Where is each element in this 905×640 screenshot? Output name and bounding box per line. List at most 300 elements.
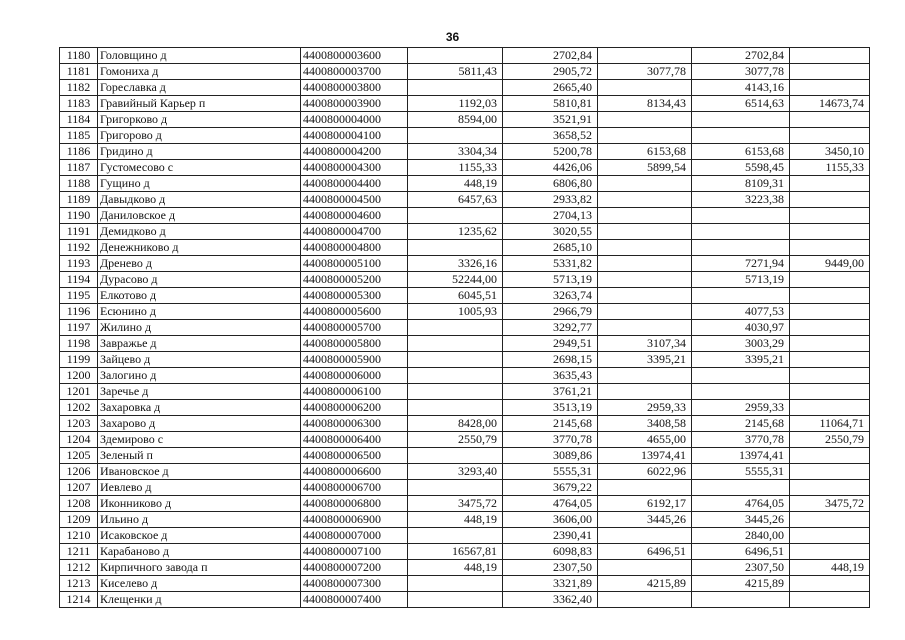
settlement-name-cell: Захарово д (98, 416, 301, 432)
code-cell: 4400800005600 (301, 304, 408, 320)
row-number-cell: 1188 (60, 176, 98, 192)
value-4-cell: 5713,19 (692, 272, 790, 288)
row-number-cell: 1193 (60, 256, 98, 272)
row-number-cell: 1214 (60, 592, 98, 608)
value-2-cell: 5713,19 (503, 272, 598, 288)
value-3-cell (598, 208, 692, 224)
settlement-name-cell: Заречье д (98, 384, 301, 400)
value-2-cell: 2702,84 (503, 48, 598, 64)
settlement-name-cell: Кирпичного завода п (98, 560, 301, 576)
value-1-cell (408, 208, 503, 224)
value-5-cell (790, 448, 870, 464)
value-3-cell (598, 560, 692, 576)
value-3-cell (598, 480, 692, 496)
value-4-cell: 8109,31 (692, 176, 790, 192)
value-3-cell (598, 224, 692, 240)
row-number-cell: 1186 (60, 144, 98, 160)
value-2-cell: 4764,05 (503, 496, 598, 512)
value-4-cell: 4215,89 (692, 576, 790, 592)
value-1-cell (408, 528, 503, 544)
table-row (60, 432, 870, 448)
value-5-cell (790, 592, 870, 608)
value-1-cell: 52244,00 (408, 272, 503, 288)
value-4-cell (692, 128, 790, 144)
value-5-cell (790, 384, 870, 400)
value-5-cell (790, 320, 870, 336)
value-3-cell: 6496,51 (598, 544, 692, 560)
table-row (60, 240, 870, 256)
value-1-cell (408, 128, 503, 144)
code-cell: 4400800004700 (301, 224, 408, 240)
value-2-cell: 5810,81 (503, 96, 598, 112)
value-1-cell: 8428,00 (408, 416, 503, 432)
row-number-cell: 1194 (60, 272, 98, 288)
value-4-cell: 3223,38 (692, 192, 790, 208)
value-5-cell: 1155,33 (790, 160, 870, 176)
value-1-cell (408, 400, 503, 416)
value-5-cell (790, 64, 870, 80)
value-3-cell (598, 384, 692, 400)
value-2-cell: 5200,78 (503, 144, 598, 160)
value-5-cell: 3475,72 (790, 496, 870, 512)
code-cell: 4400800007200 (301, 560, 408, 576)
value-3-cell (598, 528, 692, 544)
settlement-name-cell: Гущино д (98, 176, 301, 192)
row-number-cell: 1207 (60, 480, 98, 496)
table-row (60, 192, 870, 208)
table-row (60, 512, 870, 528)
table-row (60, 560, 870, 576)
value-1-cell: 448,19 (408, 512, 503, 528)
value-5-cell: 3450,10 (790, 144, 870, 160)
value-1-cell (408, 448, 503, 464)
value-3-cell (598, 128, 692, 144)
settlement-name-cell: Захаровка д (98, 400, 301, 416)
value-2-cell: 3089,86 (503, 448, 598, 464)
row-number-cell: 1196 (60, 304, 98, 320)
value-3-cell: 5899,54 (598, 160, 692, 176)
row-number-cell: 1203 (60, 416, 98, 432)
value-5-cell (790, 544, 870, 560)
value-1-cell (408, 320, 503, 336)
row-number-cell: 1205 (60, 448, 98, 464)
code-cell: 4400800006600 (301, 464, 408, 480)
value-2-cell: 2145,68 (503, 416, 598, 432)
value-3-cell (598, 256, 692, 272)
value-5-cell (790, 112, 870, 128)
value-4-cell (692, 224, 790, 240)
value-4-cell: 3445,26 (692, 512, 790, 528)
row-number-cell: 1190 (60, 208, 98, 224)
value-3-cell (598, 192, 692, 208)
value-1-cell (408, 576, 503, 592)
value-4-cell: 5555,31 (692, 464, 790, 480)
value-3-cell: 6022,96 (598, 464, 692, 480)
value-4-cell (692, 592, 790, 608)
value-1-cell: 1235,62 (408, 224, 503, 240)
table-row (60, 400, 870, 416)
value-3-cell (598, 176, 692, 192)
table-row (60, 368, 870, 384)
value-3-cell (598, 80, 692, 96)
table-row (60, 224, 870, 240)
row-number-cell: 1183 (60, 96, 98, 112)
table-row (60, 304, 870, 320)
settlement-name-cell: Давыдково д (98, 192, 301, 208)
code-cell: 4400800004200 (301, 144, 408, 160)
value-3-cell: 3077,78 (598, 64, 692, 80)
table-row (60, 336, 870, 352)
value-1-cell: 3293,40 (408, 464, 503, 480)
code-cell: 4400800004500 (301, 192, 408, 208)
value-3-cell: 3408,58 (598, 416, 692, 432)
value-2-cell: 3020,55 (503, 224, 598, 240)
value-5-cell (790, 224, 870, 240)
table-body (60, 48, 870, 608)
value-3-cell (598, 240, 692, 256)
value-2-cell: 5331,82 (503, 256, 598, 272)
settlement-name-cell: Григорково д (98, 112, 301, 128)
settlement-name-cell: Гридино д (98, 144, 301, 160)
value-2-cell: 3770,78 (503, 432, 598, 448)
value-3-cell: 6153,68 (598, 144, 692, 160)
value-5-cell (790, 176, 870, 192)
code-cell: 4400800006100 (301, 384, 408, 400)
value-5-cell (790, 192, 870, 208)
code-cell: 4400800006400 (301, 432, 408, 448)
row-number-cell: 1202 (60, 400, 98, 416)
table-row (60, 320, 870, 336)
settlement-name-cell: Даниловское д (98, 208, 301, 224)
code-cell: 4400800005900 (301, 352, 408, 368)
table-row (60, 64, 870, 80)
value-1-cell (408, 480, 503, 496)
value-1-cell: 6045,51 (408, 288, 503, 304)
code-cell: 4400800006000 (301, 368, 408, 384)
value-1-cell: 16567,81 (408, 544, 503, 560)
settlement-name-cell: Гравийный Карьер п (98, 96, 301, 112)
value-1-cell (408, 80, 503, 96)
row-number-cell: 1198 (60, 336, 98, 352)
value-1-cell (408, 352, 503, 368)
value-2-cell: 6098,83 (503, 544, 598, 560)
row-number-cell: 1199 (60, 352, 98, 368)
value-4-cell: 4077,53 (692, 304, 790, 320)
code-cell: 4400800006900 (301, 512, 408, 528)
settlement-name-cell: Жилино д (98, 320, 301, 336)
value-5-cell (790, 400, 870, 416)
value-3-cell: 2959,33 (598, 400, 692, 416)
value-3-cell: 3445,26 (598, 512, 692, 528)
table-row (60, 352, 870, 368)
table-row (60, 576, 870, 592)
value-5-cell (790, 464, 870, 480)
value-1-cell: 1155,33 (408, 160, 503, 176)
code-cell: 4400800007300 (301, 576, 408, 592)
value-4-cell: 3395,21 (692, 352, 790, 368)
value-2-cell: 5555,31 (503, 464, 598, 480)
value-4-cell (692, 288, 790, 304)
value-3-cell (598, 592, 692, 608)
table-row (60, 464, 870, 480)
value-1-cell (408, 368, 503, 384)
value-4-cell: 2959,33 (692, 400, 790, 416)
value-1-cell: 2550,79 (408, 432, 503, 448)
code-cell: 4400800003700 (301, 64, 408, 80)
value-5-cell: 11064,71 (790, 416, 870, 432)
table-row (60, 416, 870, 432)
value-1-cell (408, 592, 503, 608)
value-1-cell: 448,19 (408, 176, 503, 192)
table-row (60, 256, 870, 272)
value-4-cell: 13974,41 (692, 448, 790, 464)
value-4-cell (692, 112, 790, 128)
row-number-cell: 1209 (60, 512, 98, 528)
code-cell: 4400800006300 (301, 416, 408, 432)
value-4-cell: 2702,84 (692, 48, 790, 64)
value-2-cell: 2390,41 (503, 528, 598, 544)
row-number-cell: 1187 (60, 160, 98, 176)
value-4-cell: 6496,51 (692, 544, 790, 560)
settlement-name-cell: Ильино д (98, 512, 301, 528)
value-2-cell: 3679,22 (503, 480, 598, 496)
value-1-cell: 6457,63 (408, 192, 503, 208)
value-5-cell: 448,19 (790, 560, 870, 576)
value-2-cell: 3521,91 (503, 112, 598, 128)
code-cell: 4400800006200 (301, 400, 408, 416)
value-5-cell (790, 368, 870, 384)
table-row (60, 208, 870, 224)
settlement-name-cell: Гореславка д (98, 80, 301, 96)
value-3-cell: 13974,41 (598, 448, 692, 464)
row-number-cell: 1201 (60, 384, 98, 400)
value-5-cell (790, 48, 870, 64)
value-2-cell: 3321,89 (503, 576, 598, 592)
value-4-cell: 6514,63 (692, 96, 790, 112)
value-5-cell (790, 304, 870, 320)
value-3-cell: 6192,17 (598, 496, 692, 512)
value-5-cell (790, 80, 870, 96)
table-row (60, 384, 870, 400)
value-2-cell: 2665,40 (503, 80, 598, 96)
value-5-cell (790, 208, 870, 224)
value-3-cell: 3395,21 (598, 352, 692, 368)
table-row (60, 128, 870, 144)
value-4-cell: 2840,00 (692, 528, 790, 544)
value-1-cell (408, 384, 503, 400)
settlement-name-cell: Клещенки д (98, 592, 301, 608)
value-3-cell: 4655,00 (598, 432, 692, 448)
code-cell: 4400800003600 (301, 48, 408, 64)
row-number-cell: 1210 (60, 528, 98, 544)
value-5-cell: 2550,79 (790, 432, 870, 448)
settlement-name-cell: Иевлево д (98, 480, 301, 496)
value-4-cell: 3003,29 (692, 336, 790, 352)
code-cell: 4400800006800 (301, 496, 408, 512)
value-3-cell (598, 288, 692, 304)
row-number-cell: 1197 (60, 320, 98, 336)
settlement-name-cell: Здемирово с (98, 432, 301, 448)
value-4-cell (692, 240, 790, 256)
value-2-cell: 3513,19 (503, 400, 598, 416)
table-row (60, 272, 870, 288)
value-1-cell (408, 336, 503, 352)
row-number-cell: 1204 (60, 432, 98, 448)
value-1-cell: 8594,00 (408, 112, 503, 128)
settlement-name-cell: Денежниково д (98, 240, 301, 256)
value-3-cell (598, 272, 692, 288)
table-row (60, 80, 870, 96)
settlement-name-cell: Демидково д (98, 224, 301, 240)
settlement-name-cell: Иконниково д (98, 496, 301, 512)
code-cell: 4400800005800 (301, 336, 408, 352)
settlement-name-cell: Гомониха д (98, 64, 301, 80)
value-1-cell (408, 48, 503, 64)
value-3-cell (598, 48, 692, 64)
row-number-cell: 1206 (60, 464, 98, 480)
table-row (60, 528, 870, 544)
table-row (60, 288, 870, 304)
table-row (60, 96, 870, 112)
settlement-name-cell: Григорово д (98, 128, 301, 144)
value-2-cell: 3263,74 (503, 288, 598, 304)
table-row (60, 480, 870, 496)
value-5-cell (790, 576, 870, 592)
code-cell: 4400800007000 (301, 528, 408, 544)
row-number-cell: 1181 (60, 64, 98, 80)
settlement-name-cell: Есюнино д (98, 304, 301, 320)
table-row (60, 112, 870, 128)
row-number-cell: 1184 (60, 112, 98, 128)
value-4-cell: 6153,68 (692, 144, 790, 160)
settlement-name-cell: Завражье д (98, 336, 301, 352)
value-4-cell: 5598,45 (692, 160, 790, 176)
value-1-cell: 3304,34 (408, 144, 503, 160)
value-4-cell (692, 384, 790, 400)
value-3-cell (598, 112, 692, 128)
row-number-cell: 1208 (60, 496, 98, 512)
code-cell: 4400800004300 (301, 160, 408, 176)
settlement-name-cell: Исаковское д (98, 528, 301, 544)
row-number-cell: 1185 (60, 128, 98, 144)
value-1-cell (408, 240, 503, 256)
code-cell: 4400800004800 (301, 240, 408, 256)
page-number: 36 (445, 30, 460, 44)
value-3-cell: 3107,34 (598, 336, 692, 352)
value-3-cell: 8134,43 (598, 96, 692, 112)
value-2-cell: 2905,72 (503, 64, 598, 80)
code-cell: 4400800004100 (301, 128, 408, 144)
value-3-cell (598, 320, 692, 336)
row-number-cell: 1192 (60, 240, 98, 256)
row-number-cell: 1191 (60, 224, 98, 240)
value-2-cell: 2685,10 (503, 240, 598, 256)
code-cell: 4400800007100 (301, 544, 408, 560)
code-cell: 4400800005300 (301, 288, 408, 304)
value-2-cell: 2933,82 (503, 192, 598, 208)
row-number-cell: 1180 (60, 48, 98, 64)
value-4-cell (692, 208, 790, 224)
table-row (60, 448, 870, 464)
value-4-cell: 7271,94 (692, 256, 790, 272)
value-2-cell: 3606,00 (503, 512, 598, 528)
code-cell: 4400800005200 (301, 272, 408, 288)
value-5-cell (790, 288, 870, 304)
row-number-cell: 1212 (60, 560, 98, 576)
row-number-cell: 1189 (60, 192, 98, 208)
table-row (60, 544, 870, 560)
table-row (60, 144, 870, 160)
settlement-name-cell: Карабаново д (98, 544, 301, 560)
value-2-cell: 3362,40 (503, 592, 598, 608)
value-2-cell: 3635,43 (503, 368, 598, 384)
table-row (60, 160, 870, 176)
value-5-cell (790, 240, 870, 256)
row-number-cell: 1200 (60, 368, 98, 384)
code-cell: 4400800005100 (301, 256, 408, 272)
code-cell: 4400800005700 (301, 320, 408, 336)
settlement-name-cell: Головщино д (98, 48, 301, 64)
table-row (60, 592, 870, 608)
value-3-cell (598, 304, 692, 320)
settlement-name-cell: Дренево д (98, 256, 301, 272)
settlement-name-cell: Елкотово д (98, 288, 301, 304)
code-cell: 4400800004000 (301, 112, 408, 128)
settlement-name-cell: Киселево д (98, 576, 301, 592)
value-2-cell: 3292,77 (503, 320, 598, 336)
value-4-cell (692, 480, 790, 496)
value-2-cell: 2307,50 (503, 560, 598, 576)
value-2-cell: 2949,51 (503, 336, 598, 352)
value-5-cell (790, 128, 870, 144)
code-cell: 4400800007400 (301, 592, 408, 608)
value-4-cell: 4143,16 (692, 80, 790, 96)
value-4-cell: 2307,50 (692, 560, 790, 576)
value-5-cell: 14673,74 (790, 96, 870, 112)
row-number-cell: 1195 (60, 288, 98, 304)
value-4-cell: 3770,78 (692, 432, 790, 448)
code-cell: 4400800004400 (301, 176, 408, 192)
settlements-table (59, 47, 870, 608)
value-4-cell (692, 368, 790, 384)
settlement-name-cell: Дурасово д (98, 272, 301, 288)
code-cell: 4400800006700 (301, 480, 408, 496)
value-3-cell: 4215,89 (598, 576, 692, 592)
value-2-cell: 2704,13 (503, 208, 598, 224)
value-2-cell: 6806,80 (503, 176, 598, 192)
value-1-cell: 1005,93 (408, 304, 503, 320)
value-1-cell: 448,19 (408, 560, 503, 576)
value-5-cell (790, 528, 870, 544)
value-4-cell: 4030,97 (692, 320, 790, 336)
code-cell: 4400800003900 (301, 96, 408, 112)
value-5-cell (790, 480, 870, 496)
settlement-name-cell: Залогино д (98, 368, 301, 384)
table-row (60, 48, 870, 64)
code-cell: 4400800006500 (301, 448, 408, 464)
value-2-cell: 2966,79 (503, 304, 598, 320)
value-5-cell (790, 352, 870, 368)
value-5-cell (790, 336, 870, 352)
table-row (60, 176, 870, 192)
value-2-cell: 4426,06 (503, 160, 598, 176)
settlement-name-cell: Зайцево д (98, 352, 301, 368)
code-cell: 4400800004600 (301, 208, 408, 224)
value-1-cell: 5811,43 (408, 64, 503, 80)
settlement-name-cell: Ивановское д (98, 464, 301, 480)
table-row (60, 496, 870, 512)
value-1-cell: 3326,16 (408, 256, 503, 272)
